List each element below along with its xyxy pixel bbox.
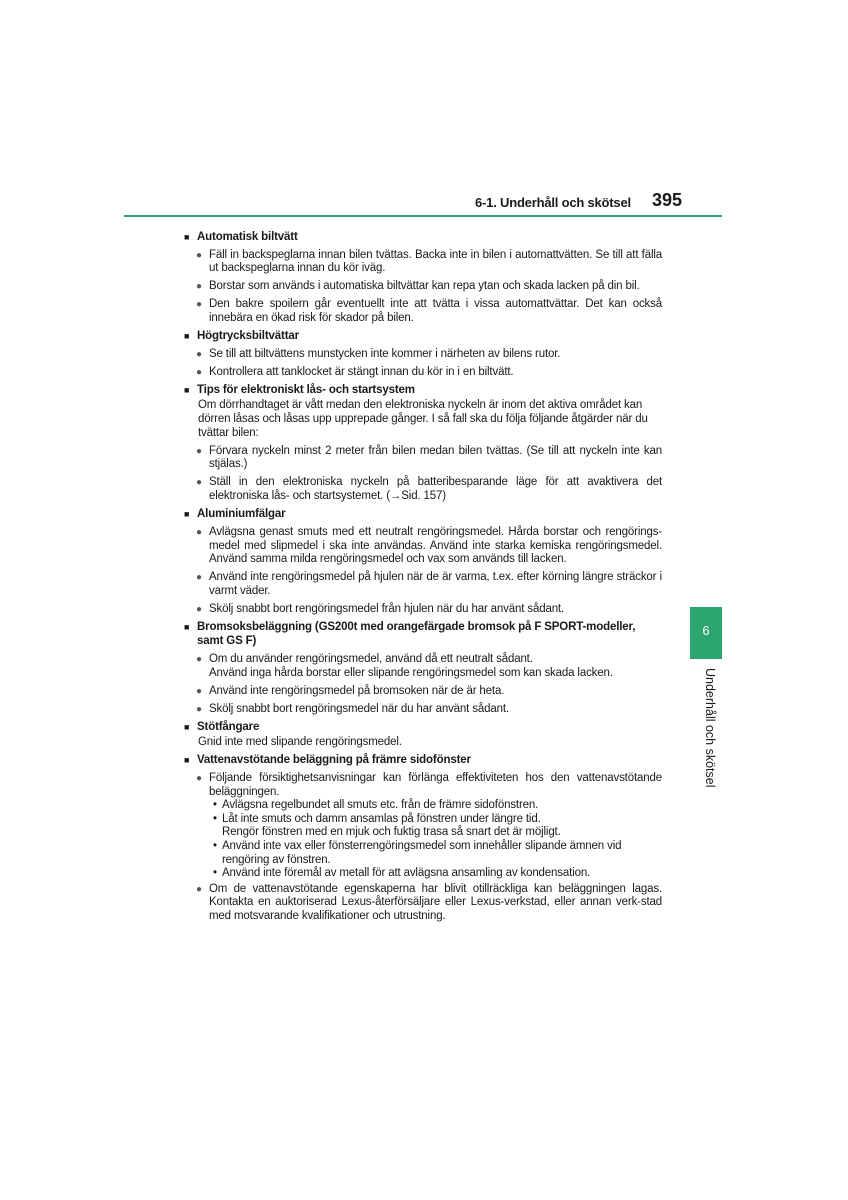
heading-bumpers: ■ Stötfångare	[184, 720, 260, 733]
list-item: ● Förvara nyckeln minst 2 meter från bilen medan bilen tvättas. (Se till att nyckeln inte kan stjälas.)	[196, 444, 662, 471]
square-bullet-icon: ■	[184, 721, 190, 732]
list-item: ● Använd inte rengöringsmedel på bromsoken när de är heta.	[196, 684, 505, 697]
square-bullet-icon: ■	[184, 509, 190, 520]
heading-smart-key-tips: ■ Tips för elektroniskt lås- och startsystem	[184, 384, 415, 397]
header-divider	[124, 215, 722, 217]
square-bullet-icon: ■	[184, 755, 190, 765]
chapter-label: Underhåll och skötsel	[703, 668, 717, 788]
list-item: ● Se till att biltvättens munstycken inte kommer i närheten av bilens rutor.	[196, 348, 561, 361]
circle-bullet-icon: ●	[196, 445, 202, 457]
circle-bullet-icon: ●	[196, 477, 202, 489]
square-bullet-icon: ■	[184, 622, 190, 633]
circle-bullet-icon: ●	[196, 883, 202, 895]
list-item: ● Fäll in backspeglarna innan bilen tvättas. Backa inte in bilen i automattvätten. Se till att fälla ut backspeglarna innan du kör iväg.	[196, 248, 662, 275]
list-item: ● Kontrollera att tanklocket är stängt innan du kör in i en biltvätt.	[196, 366, 514, 379]
circle-bullet-icon: ●	[196, 653, 202, 665]
small-dot-icon: •	[213, 799, 217, 812]
list-item: ● Ställ in den elektroniska nyckeln på batteribesparande läge för att avaktivera det elektroniska lås- och startsystemet. (→Sid. 157)	[196, 476, 662, 502]
heading-brake-caliper-coating: ■ Bromsoksbeläggning (GS200t med orangefärgade bromsok på F SPORT-modeller, samt GS F)	[184, 621, 636, 647]
heading-high-pressure-wash: ■ Högtrycksbiltvättar	[184, 330, 299, 343]
circle-bullet-icon: ●	[196, 281, 202, 293]
circle-bullet-icon: ●	[196, 773, 202, 785]
list-item: ● Avlägsna genast smuts med ett neutralt rengöringsmedel. Hårda borstar och rengörings-medel med slipmedel i ska inte användas. Använd inte starka kemiska rengöringsmedel. Använd samma milda rengöringsmedel och vax som används till lacken.	[196, 526, 662, 566]
square-bullet-icon: ■	[184, 231, 190, 242]
circle-bullet-icon: ●	[196, 703, 202, 715]
heading-automatic-wash: ■ Automatisk biltvätt	[184, 230, 298, 243]
sub-list-continuation: Rengör fönstren med en mjuk och fuktig trasa så snart det är möjligt.	[222, 826, 561, 839]
paragraph: Om dörrhandtaget är vått medan den elektroniska nyckeln är inom det aktiva området kan dörren låsas och låsas upp upprepade gånger. I så fall ska du följa följande åtgärder när du tvättar bilen:	[198, 399, 648, 439]
sub-list-item: • Låt inte smuts och damm ansamlas på fönstren under längre tid.	[184, 813, 662, 827]
page-number: 395	[652, 190, 683, 210]
list-item: ● Borstar som används i automatiska biltvättar kan repa ytan och skada lacken på din bil.	[196, 280, 640, 293]
small-dot-icon: •	[213, 840, 217, 853]
paragraph: Gnid inte med slipande rengöringsmedel.	[198, 735, 402, 748]
circle-bullet-icon: ●	[196, 527, 202, 539]
list-item: ● Skölj snabbt bort rengöringsmedel från hjulen när du har använt sådant.	[196, 603, 565, 616]
list-item: ● Den bakre spoilern går eventuellt inte att tvätta i vissa automattvättar. Det kan också innebära en ökad risk för skador på bilen.	[196, 298, 662, 324]
circle-bullet-icon: ●	[196, 299, 202, 311]
chapter-number: 6	[702, 623, 710, 638]
circle-bullet-icon: ●	[196, 349, 202, 361]
circle-bullet-icon: ●	[196, 685, 202, 697]
list-item: ● Skölj snabbt bort rengöringsmedel när du har använt sådant.	[196, 702, 509, 715]
sub-list-item: • Använd inte föremål av metall för att avlägsna ansamling av kondensation.	[184, 867, 662, 881]
section-title: 6-1. Underhåll och skötsel	[475, 195, 631, 210]
square-bullet-icon: ■	[184, 331, 190, 342]
small-dot-icon: •	[213, 812, 217, 825]
page-content	[184, 226, 662, 924]
sub-list-item: • Använd inte vax eller fönsterrengöringsmedel som innehåller slipande ämnen vid rengöring av fönstren.	[184, 840, 662, 867]
chapter-tab	[690, 607, 722, 659]
heading-water-repellent-coating: ■ Vattenavstötande beläggning på främre sidofönster	[184, 754, 471, 766]
list-item: ● Följande försiktighetsanvisningar kan förlänga effektiviteten hos den vattenavstötande beläggningen.	[196, 772, 662, 798]
list-item: ● Om du använder rengöringsmedel, använd då ett neutralt sådant. Använd inga hårda borstar eller slipande rengöringsmedel som kan skada lacken.	[196, 652, 613, 679]
list-item: ● Använd inte rengöringsmedel på hjulen när de är varma, t.ex. efter körning längre sträckor i varmt väder.	[196, 571, 662, 598]
circle-bullet-icon: ●	[196, 367, 202, 379]
list-item: ● Om de vattenavstötande egenskaperna har blivit otillräckliga kan beläggningen lagas. Kontakta en auktoriserad Lexus-återförsäljare eller Lexus-verkstad, eller annan verk-stad med motsvarande kvalifikationer och utrustning.	[196, 882, 662, 923]
circle-bullet-icon: ●	[196, 604, 202, 616]
small-dot-icon: •	[213, 867, 217, 880]
circle-bullet-icon: ●	[196, 572, 202, 584]
sub-list-item: • Avlägsna regelbundet all smuts etc. från de främre sidofönstren.	[184, 799, 662, 813]
square-bullet-icon: ■	[184, 385, 190, 396]
circle-bullet-icon: ●	[196, 249, 202, 261]
heading-aluminium-wheels: ■ Aluminiumfälgar	[184, 508, 286, 521]
